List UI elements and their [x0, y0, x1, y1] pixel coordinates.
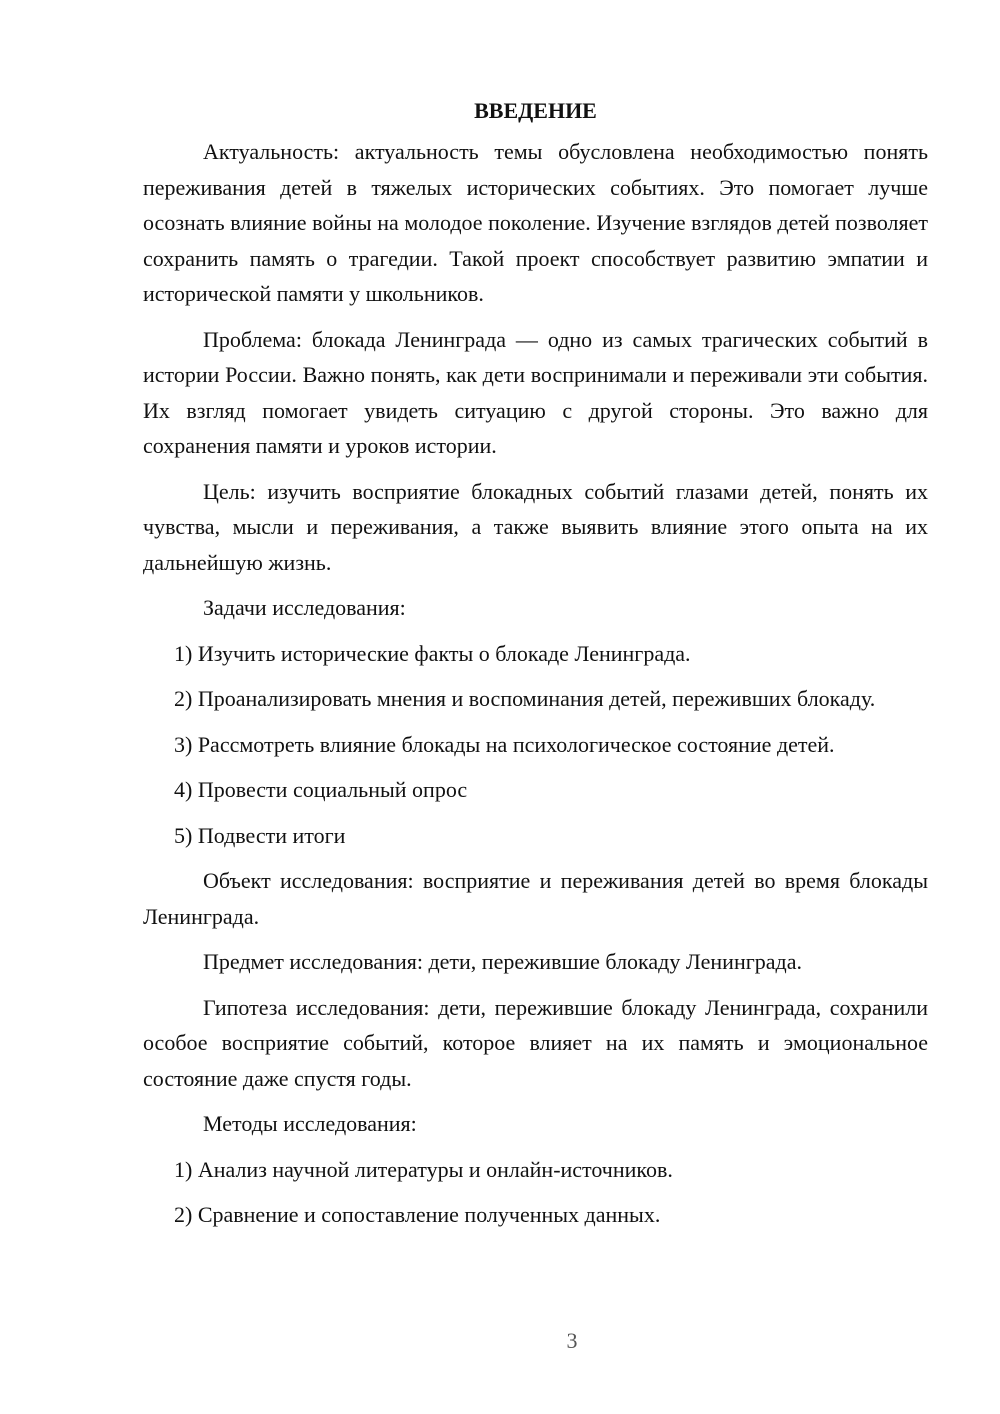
page-number: 3 — [566, 1328, 578, 1353]
task-item-1: 1) Изучить исторические факты о блокаде Ленинграда. — [174, 640, 691, 666]
task-item-5: 5) Подвести итоги — [174, 822, 346, 848]
section-title: ВВЕДЕНИЕ — [474, 98, 597, 123]
page-content — [143, 96, 928, 1243]
method-item-1: 1) Анализ научной литературы и онлайн-источников. — [174, 1156, 673, 1182]
task-item-2: 2) Проанализировать мнения и воспоминания детей, переживших блокаду. — [174, 686, 876, 711]
research-subject-paragraph: Предмет исследования: дети, пережившие блокаду Ленинграда. — [203, 949, 802, 974]
relevance-paragraph: Актуальность: актуальность темы обусловлена необходимостью понять переживания детей в тяжелых исторических событиях. Это помогает лучше осознать влияние войны на молодое поколение. Изучение взглядов детей позволяет сохранить память о трагедии. Такой проект способствует развитию эмпатии и исторической памяти у школьников. — [143, 139, 928, 306]
task-item-3: 3) Рассмотреть влияние блокады на психологическое состояние детей. — [174, 731, 835, 757]
method-item-2: 2) Сравнение и сопоставление полученных данных. — [174, 1202, 661, 1227]
task-item-4: 4) Провести социальный опрос — [174, 777, 468, 802]
methods-heading: Методы исследования: — [203, 1111, 417, 1136]
research-object-paragraph: Объект исследования: восприятие и переживания детей во время блокады Ленинграда. — [143, 868, 928, 929]
goal-paragraph: Цель: изучить восприятие блокадных событий глазами детей, понять их чувства, мысли и переживания, а также выявить влияние этого опыта на их дальнейшую жизнь. — [143, 478, 928, 575]
hypothesis-paragraph: Гипотеза исследования: дети, пережившие блокаду Ленинграда, сохранили особое восприятие событий, которое влияет на их память и эмоциональное состояние даже спустя годы. — [143, 994, 928, 1091]
problem-paragraph: Проблема: блокада Ленинграда — одно из самых трагических событий в истории России. Важно понять, как дети воспринимали и переживали эти события. Их взгляд помогает увидеть ситуацию с другой стороны. Это важно для сохранения памяти и уроков истории. — [143, 326, 928, 458]
tasks-heading: Задачи исследования: — [203, 595, 406, 620]
